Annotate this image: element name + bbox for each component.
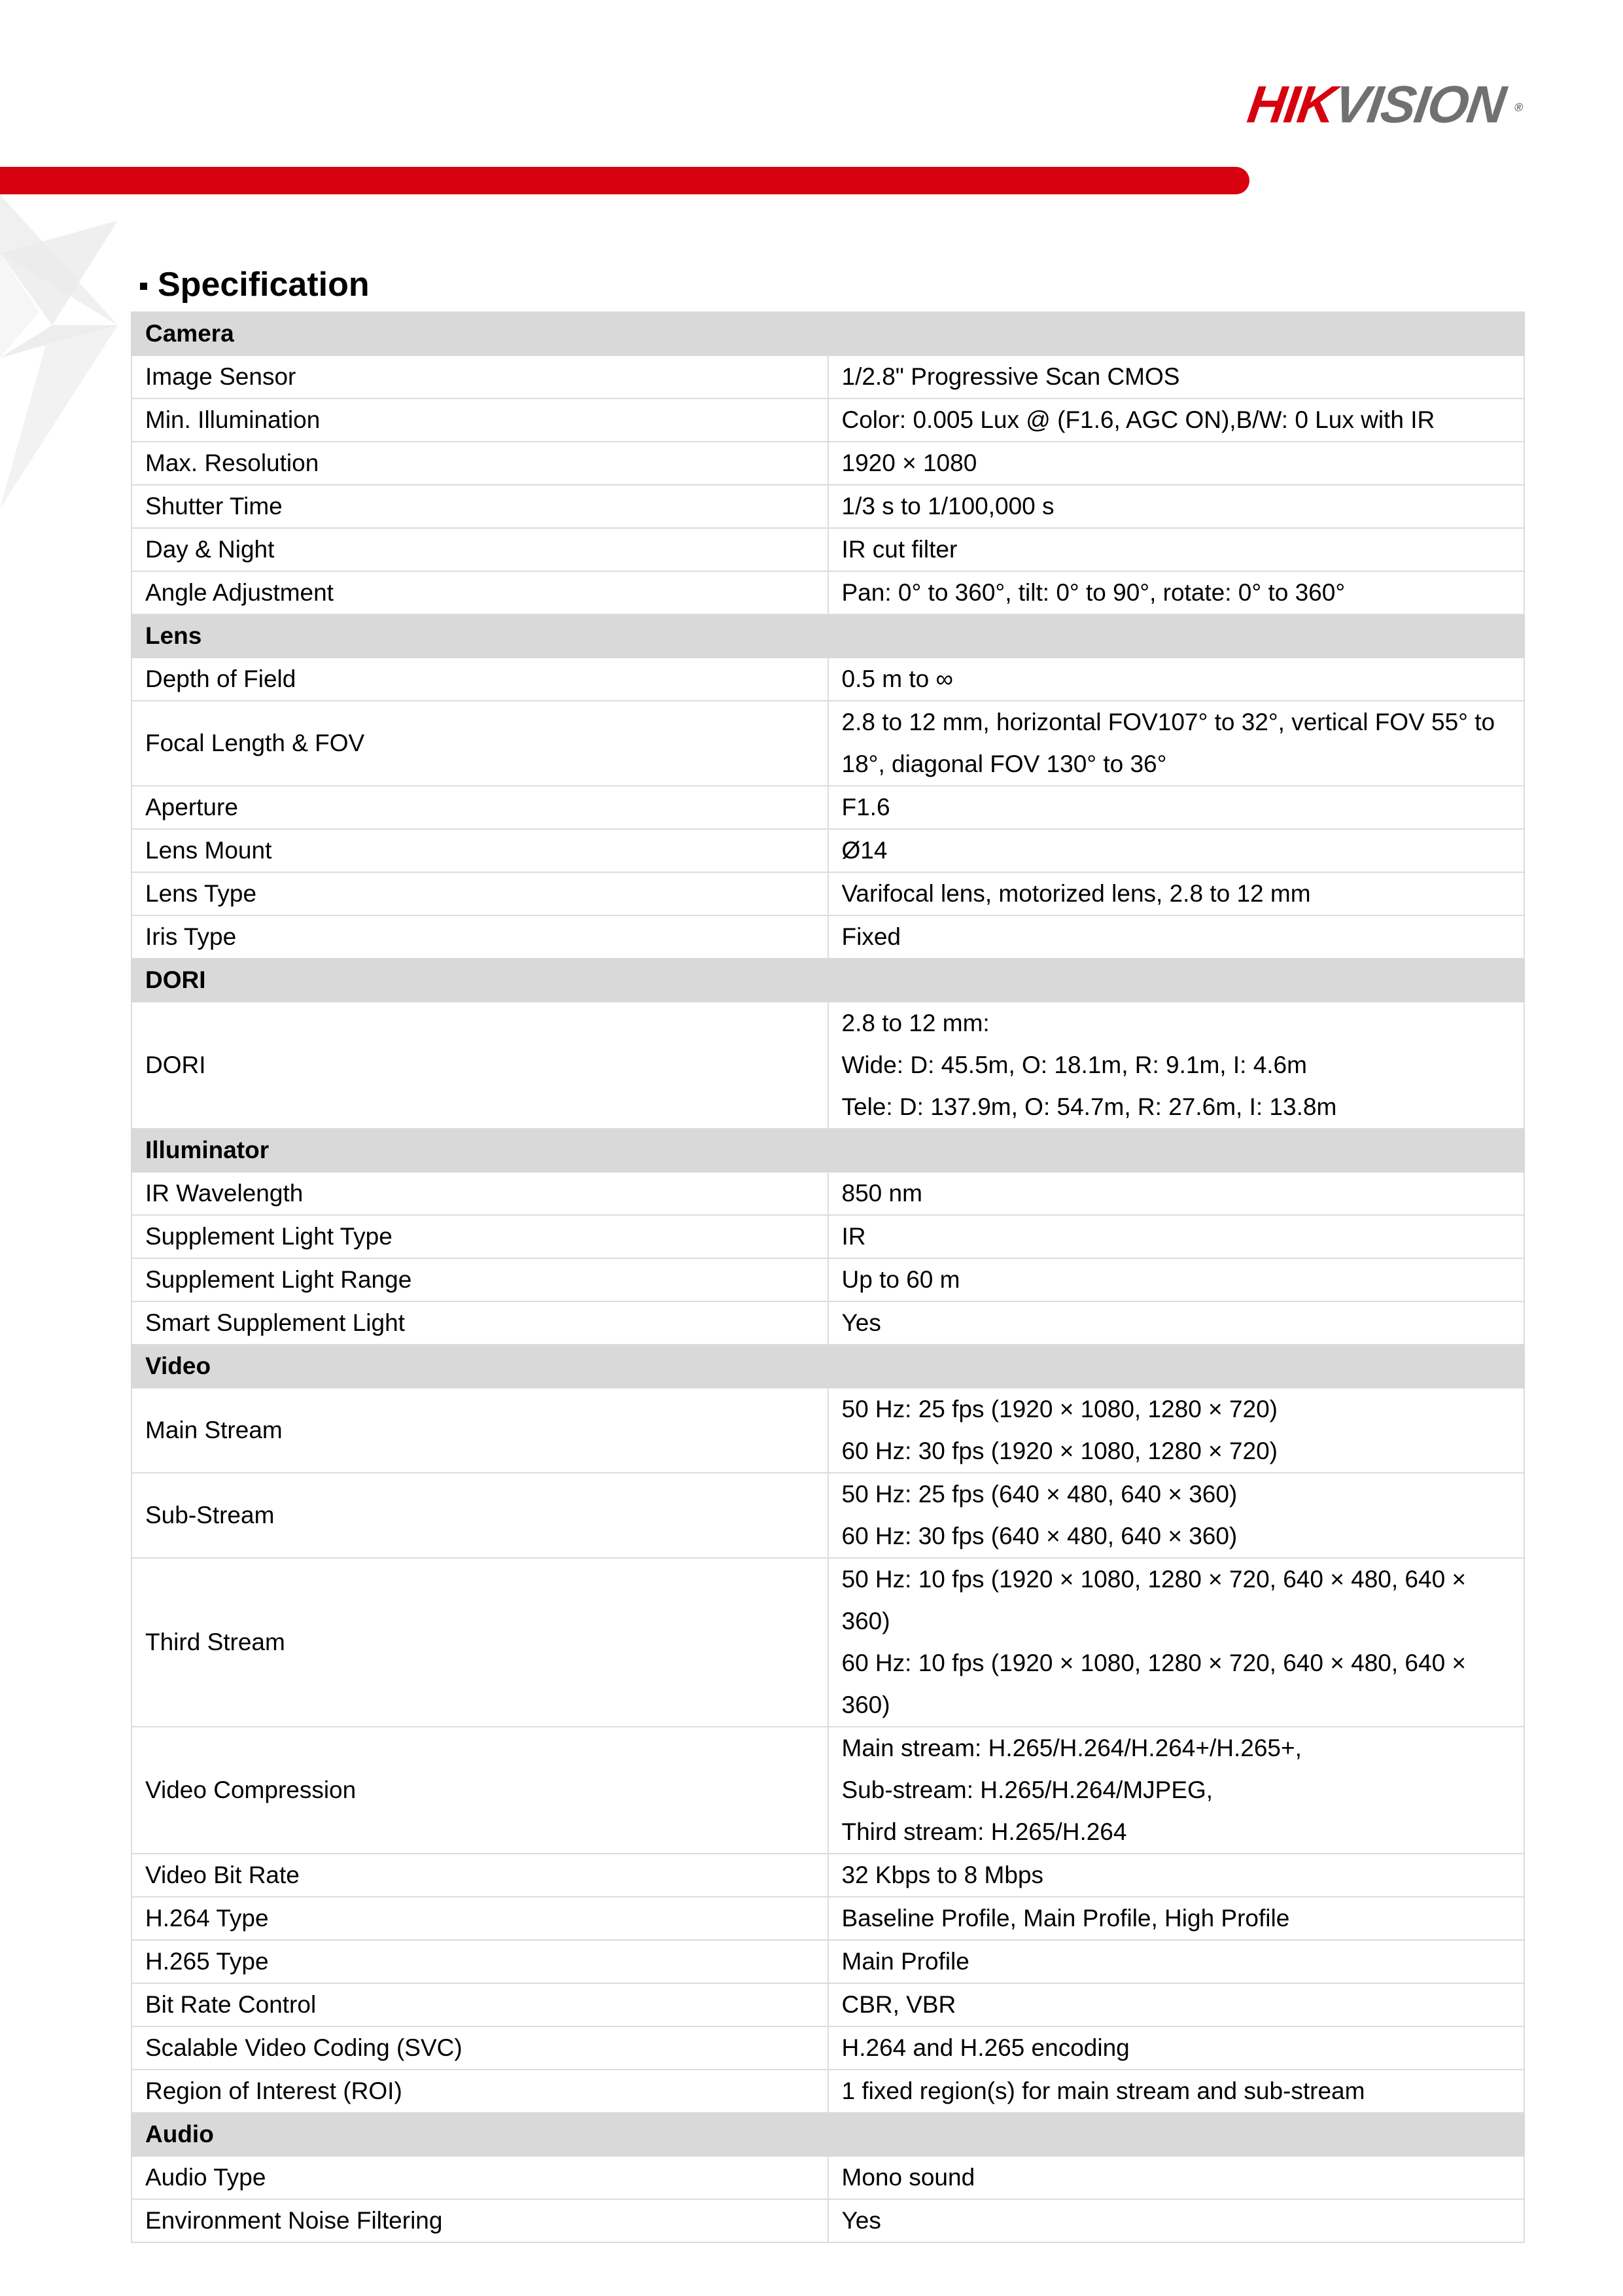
page-heading — [140, 262, 370, 308]
section-header-row — [131, 312, 1524, 355]
header-red-bar — [0, 167, 1249, 194]
spec-row — [131, 1473, 1524, 1558]
spec-value-line: IR — [841, 1223, 866, 1250]
spec-value — [828, 2026, 1525, 2070]
spec-value-line: Tele: D: 137.9m, O: 54.7m, R: 27.6m, I: 13.8m — [841, 1093, 1337, 1120]
spec-value-line: Sub-stream: H.265/H.264/MJPEG, — [841, 1776, 1213, 1803]
section-title: DORI — [131, 959, 1524, 1002]
spec-value — [828, 2156, 1525, 2199]
spec-value-line: 50 Hz: 25 fps (1920 × 1080, 1280 × 720) — [841, 1396, 1278, 1422]
spec-value — [828, 872, 1525, 915]
spec-label: Lens Mount — [131, 829, 828, 872]
spec-label: DORI — [131, 1002, 828, 1129]
spec-value — [828, 829, 1525, 872]
spec-value-line: Color: 0.005 Lux @ (F1.6, AGC ON),B/W: 0 Lux with IR — [841, 406, 1435, 433]
spec-value — [828, 1727, 1525, 1854]
spec-row — [131, 915, 1524, 959]
spec-value-line: Mono sound — [841, 2164, 975, 2191]
spec-value — [828, 701, 1525, 786]
spec-value-line: F1.6 — [841, 794, 890, 821]
section-title: Illuminator — [131, 1129, 1524, 1172]
spec-value — [828, 1940, 1525, 1983]
section-title: Audio — [131, 2113, 1524, 2156]
spec-value — [828, 571, 1525, 614]
section-header-row — [131, 2113, 1524, 2156]
spec-label: Angle Adjustment — [131, 571, 828, 614]
spec-label: Focal Length & FOV — [131, 701, 828, 786]
spec-label: IR Wavelength — [131, 1172, 828, 1215]
spec-row — [131, 1172, 1524, 1215]
section-title: Lens — [131, 614, 1524, 658]
spec-value-line: 32 Kbps to 8 Mbps — [841, 1862, 1044, 1888]
spec-value-line: Yes — [841, 1309, 881, 1336]
spec-label: H.264 Type — [131, 1897, 828, 1940]
spec-value-line: Up to 60 m — [841, 1266, 960, 1293]
spec-row — [131, 1558, 1524, 1727]
section-title: Camera — [131, 312, 1524, 355]
spec-value — [828, 1388, 1525, 1473]
spec-value-line: CBR, VBR — [841, 1991, 956, 2018]
spec-value — [828, 442, 1525, 485]
spec-row — [131, 1002, 1524, 1129]
spec-value — [828, 398, 1525, 442]
spec-value-line: 1920 × 1080 — [841, 450, 977, 476]
spec-value — [828, 1983, 1525, 2026]
spec-value — [828, 1897, 1525, 1940]
spec-row — [131, 2070, 1524, 2113]
spec-value-line: 1 fixed region(s) for main stream and sub-stream — [841, 2077, 1365, 2104]
spec-label: H.265 Type — [131, 1940, 828, 1983]
section-header-row — [131, 1345, 1524, 1388]
spec-label: Sub-Stream — [131, 1473, 828, 1558]
spec-value-line: Varifocal lens, motorized lens, 2.8 to 12 mm — [841, 880, 1311, 907]
spec-row — [131, 2199, 1524, 2242]
logo-vision-text: VISION — [1330, 75, 1509, 133]
spec-label: Scalable Video Coding (SVC) — [131, 2026, 828, 2070]
spec-row — [131, 485, 1524, 528]
section-header-row — [131, 1129, 1524, 1172]
spec-row — [131, 1983, 1524, 2026]
spec-label: Aperture — [131, 786, 828, 829]
spec-row — [131, 571, 1524, 614]
spec-value-line: 1/3 s to 1/100,000 s — [841, 493, 1055, 520]
spec-value — [828, 485, 1525, 528]
spec-label: Smart Supplement Light — [131, 1301, 828, 1345]
spec-value-line: 1/2.8" Progressive Scan CMOS — [841, 363, 1180, 390]
hikvision-logo — [1244, 75, 1523, 133]
spec-label: Day & Night — [131, 528, 828, 571]
spec-value-line: Main stream: H.265/H.264/H.264+/H.265+, — [841, 1735, 1302, 1761]
spec-value-line: 60 Hz: 30 fps (1920 × 1080, 1280 × 720) — [841, 1438, 1278, 1464]
spec-value-line: Wide: D: 45.5m, O: 18.1m, R: 9.1m, I: 4.6m — [841, 1051, 1307, 1078]
spec-value-line: H.264 and H.265 encoding — [841, 2034, 1130, 2061]
spec-value-line: Yes — [841, 2207, 881, 2234]
spec-label: Video Compression — [131, 1727, 828, 1854]
spec-label: Bit Rate Control — [131, 1983, 828, 2026]
spec-row — [131, 786, 1524, 829]
spec-value-line: 60 Hz: 10 fps (1920 × 1080, 1280 × 720, 640 × 480, 640 × 360) — [841, 1650, 1467, 1718]
spec-value — [828, 2070, 1525, 2113]
spec-label: Audio Type — [131, 2156, 828, 2199]
spec-row — [131, 528, 1524, 571]
spec-value — [828, 355, 1525, 398]
spec-row — [131, 1854, 1524, 1897]
bullet-icon — [140, 283, 147, 290]
spec-row — [131, 872, 1524, 915]
spec-value — [828, 1258, 1525, 1301]
spec-value-line: Main Profile — [841, 1948, 969, 1975]
spec-value — [828, 915, 1525, 959]
spec-label: Main Stream — [131, 1388, 828, 1473]
spec-label: Supplement Light Range — [131, 1258, 828, 1301]
logo-hik-text: HIK — [1244, 75, 1339, 133]
spec-label: Video Bit Rate — [131, 1854, 828, 1897]
spec-row — [131, 2156, 1524, 2199]
spec-value-line: 2.8 to 12 mm, horizontal FOV107° to 32°, vertical FOV 55° to 18°, diagonal FOV 130° to 36° — [841, 709, 1495, 777]
spec-value — [828, 1854, 1525, 1897]
spec-value-line: 2.8 to 12 mm: — [841, 1010, 990, 1036]
spec-value — [828, 1002, 1525, 1129]
spec-value — [828, 1215, 1525, 1258]
spec-value-line: 60 Hz: 30 fps (640 × 480, 640 × 360) — [841, 1523, 1238, 1549]
spec-label: Third Stream — [131, 1558, 828, 1727]
spec-value — [828, 1172, 1525, 1215]
spec-label: Min. Illumination — [131, 398, 828, 442]
spec-value-line: Baseline Profile, Main Profile, High Profile — [841, 1905, 1290, 1932]
spec-label: Iris Type — [131, 915, 828, 959]
spec-value-line: Pan: 0° to 360°, tilt: 0° to 90°, rotate: 0° to 360° — [841, 579, 1346, 606]
spec-value — [828, 2199, 1525, 2242]
spec-label: Region of Interest (ROI) — [131, 2070, 828, 2113]
spec-value — [828, 1558, 1525, 1727]
spec-row — [131, 2026, 1524, 2070]
section-header-row — [131, 614, 1524, 658]
spec-value-line: Ø14 — [841, 837, 888, 864]
spec-label: Supplement Light Type — [131, 1215, 828, 1258]
spec-row — [131, 1301, 1524, 1345]
spec-value-line: IR cut filter — [841, 536, 958, 563]
spec-row — [131, 1897, 1524, 1940]
spec-value — [828, 1301, 1525, 1345]
spec-row — [131, 1388, 1524, 1473]
spec-row — [131, 355, 1524, 398]
spec-value-line: 50 Hz: 10 fps (1920 × 1080, 1280 × 720, 640 × 480, 640 × 360) — [841, 1566, 1467, 1634]
registered-mark: ® — [1513, 101, 1523, 114]
spec-value — [828, 528, 1525, 571]
spec-row — [131, 398, 1524, 442]
spec-label: Depth of Field — [131, 658, 828, 701]
section-header-row — [131, 959, 1524, 1002]
spec-row — [131, 1215, 1524, 1258]
spec-row — [131, 1940, 1524, 1983]
page-title: Specification — [158, 266, 370, 304]
section-title: Video — [131, 1345, 1524, 1388]
spec-label: Max. Resolution — [131, 442, 828, 485]
specification-table — [131, 311, 1525, 2243]
spec-row — [131, 701, 1524, 786]
spec-value-line: 0.5 m to ∞ — [841, 665, 953, 692]
spec-value-line: Third stream: H.265/H.264 — [841, 1818, 1127, 1845]
spec-value — [828, 786, 1525, 829]
spec-value — [828, 1473, 1525, 1558]
spec-row — [131, 1258, 1524, 1301]
spec-value-line: 50 Hz: 25 fps (640 × 480, 640 × 360) — [841, 1481, 1238, 1508]
spec-row — [131, 442, 1524, 485]
spec-label: Lens Type — [131, 872, 828, 915]
spec-label: Image Sensor — [131, 355, 828, 398]
spec-row — [131, 658, 1524, 701]
spec-value-line: Fixed — [841, 923, 901, 950]
spec-row — [131, 1727, 1524, 1854]
spec-row — [131, 829, 1524, 872]
spec-value — [828, 658, 1525, 701]
spec-label: Shutter Time — [131, 485, 828, 528]
spec-label: Environment Noise Filtering — [131, 2199, 828, 2242]
spec-value-line: 850 nm — [841, 1180, 922, 1207]
watermark-graphic — [0, 194, 131, 535]
